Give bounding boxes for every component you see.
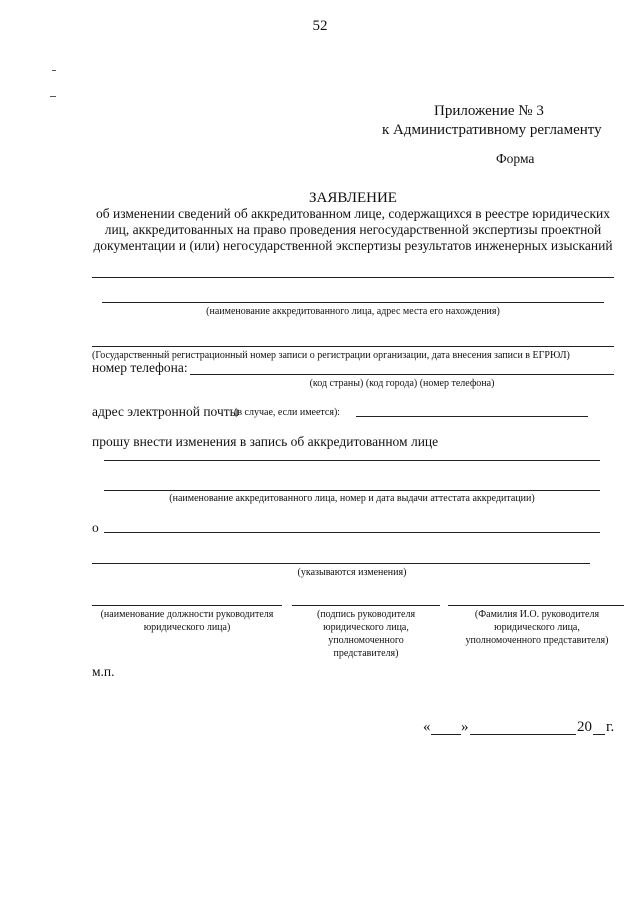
appendix-number: Приложение № 3	[434, 103, 544, 119]
changes-line-2[interactable]	[92, 563, 590, 564]
egrul-line[interactable]	[92, 346, 614, 347]
position-caption-1: (наименование должности руководителя	[100, 609, 274, 620]
title-line-2: лиц, аккредитованных на право проведения негосударственной экспертизы проектной	[104, 222, 602, 237]
request-text: прошу внести изменения в запись об аккредитованном лице	[92, 434, 439, 449]
date-month-line[interactable]	[470, 734, 576, 735]
phone-line[interactable]	[190, 374, 614, 375]
position-caption-2: юридического лица)	[143, 622, 231, 633]
page-number: 52	[312, 18, 328, 34]
stamp-label: м.п.	[92, 664, 115, 679]
title-line-1: об изменении сведений об аккредитованном лице, содержащихся в реестре юридических	[95, 206, 610, 221]
document-heading: ЗАЯВЛЕНИЕ	[309, 190, 397, 206]
certificate-caption: (наименование аккредитованного лица, номер и дата выдачи аттестата аккредитации)	[169, 493, 535, 504]
signature-caption-1: (подпись руководителя	[316, 609, 416, 620]
scan-mark	[52, 70, 56, 71]
scan-mark	[50, 96, 56, 97]
signature-caption-3: уполномоченного	[328, 635, 404, 646]
date-year-prefix: 20	[577, 719, 592, 735]
signature-caption-2: юридического лица,	[323, 622, 409, 633]
full-name-line[interactable]	[448, 605, 624, 606]
email-note: (в случае, если имеется):	[234, 407, 341, 418]
name-address-line-2[interactable]	[102, 302, 604, 303]
certificate-line-1[interactable]	[104, 460, 600, 461]
name-address-line-1[interactable]	[92, 277, 614, 278]
full-name-caption-1: (Фамилия И.О. руководителя	[474, 609, 600, 620]
phone-label: номер телефона:	[92, 360, 188, 375]
date-year-suffix: г.	[606, 719, 615, 735]
signature-caption-4: представителя)	[333, 648, 399, 659]
date-close-quote: »	[461, 719, 469, 735]
form-label: Форма	[496, 151, 535, 166]
position-line[interactable]	[92, 605, 282, 606]
signature-line[interactable]	[292, 605, 440, 606]
phone-caption: (код страны) (код города) (номер телефона)	[309, 378, 495, 389]
date-year-line[interactable]	[593, 734, 605, 735]
email-label: адрес электронной почты	[92, 404, 239, 419]
changes-caption: (указываются изменения)	[297, 567, 407, 578]
changes-line-1[interactable]	[104, 532, 600, 533]
appendix-regulation: к Административному регламенту	[382, 122, 602, 138]
egrul-caption: (Государственный регистрационный номер записи о регистрации организации, дата внесения записи в ЕГРЮЛ)	[92, 350, 570, 361]
date-day-line[interactable]	[431, 734, 461, 735]
full-name-caption-3: уполномоченного представителя)	[465, 635, 609, 646]
name-address-caption: (наименование аккредитованного лица, адрес места его нахождения)	[206, 306, 500, 317]
certificate-line-2[interactable]	[104, 490, 600, 491]
full-name-caption-2: юридического лица,	[494, 622, 580, 633]
email-line[interactable]	[356, 416, 588, 417]
about-label: о	[92, 520, 99, 535]
date-open-quote: «	[423, 719, 431, 735]
title-line-3: документации и (или) негосударственной экспертизы результатов инженерных изысканий	[93, 238, 613, 253]
